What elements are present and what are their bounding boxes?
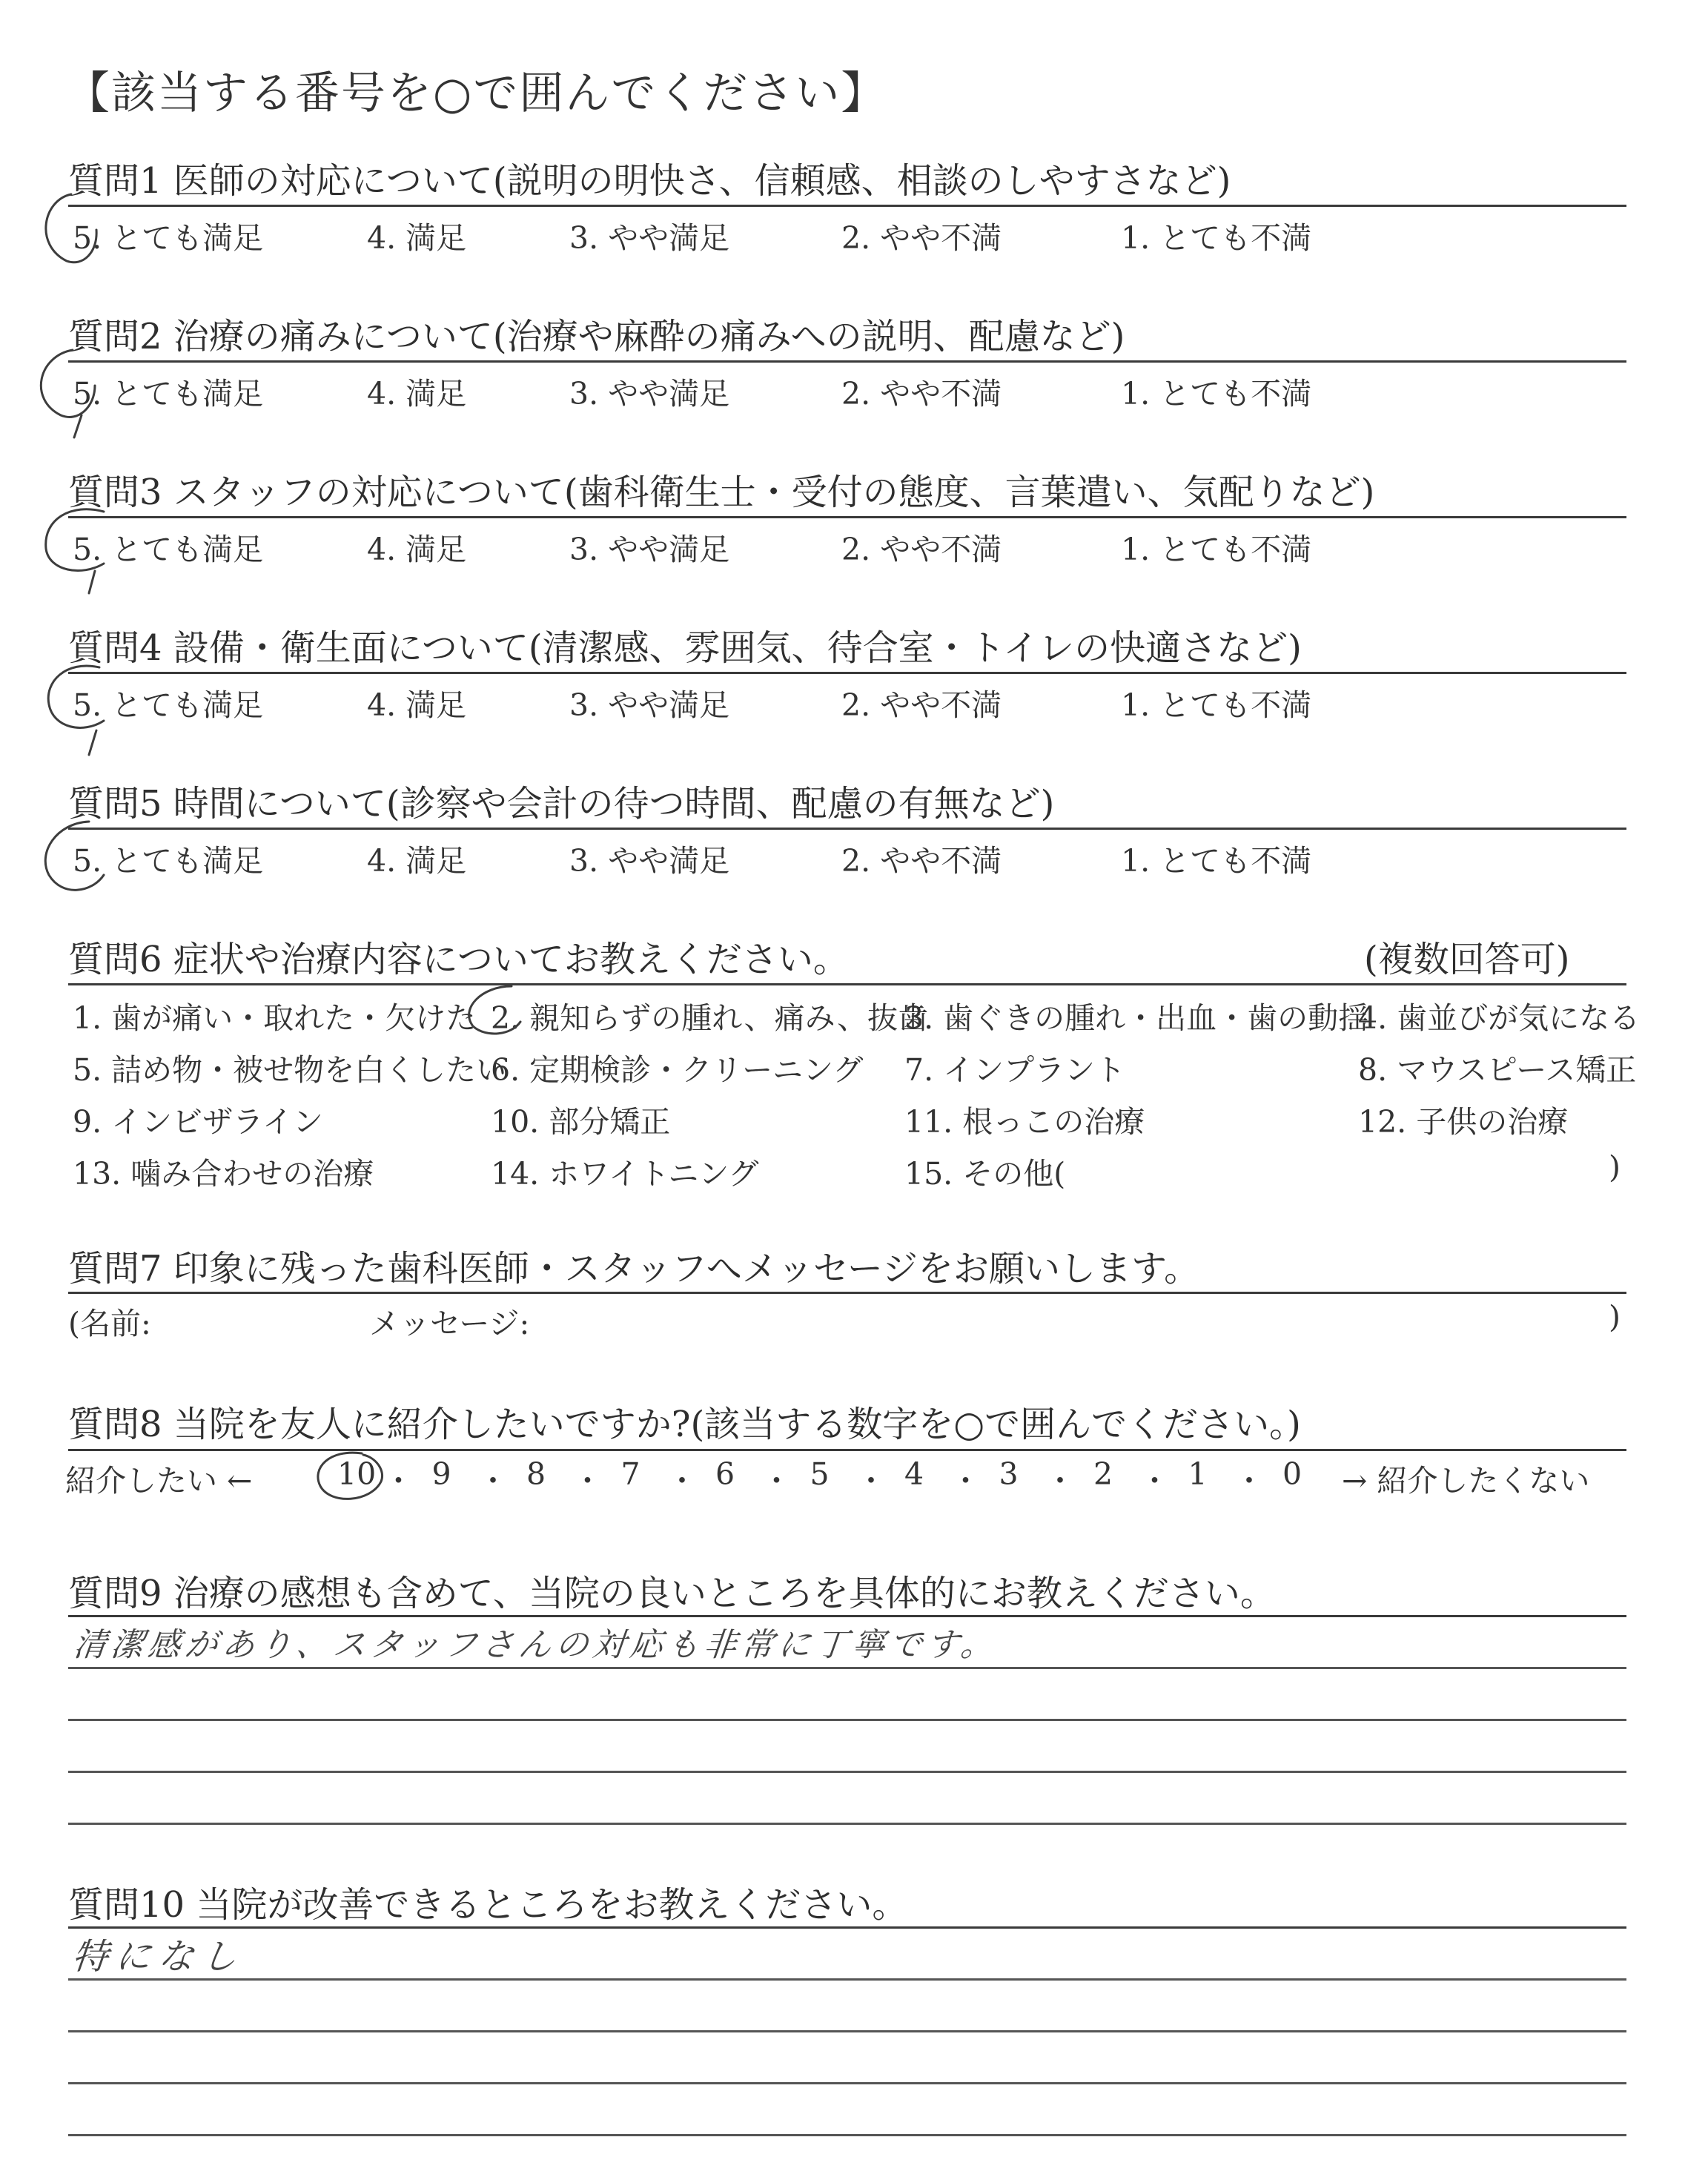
q7-close-paren: ): [1609, 1299, 1621, 1335]
q6-item-8[interactable]: 8. マウスピース矯正: [1358, 1052, 1637, 1088]
q8-left-label: 紹介したい ←: [65, 1463, 253, 1499]
q10-line-2: [68, 1978, 1626, 1981]
q9-line-2: [68, 1667, 1626, 1669]
q6-item-9[interactable]: 9. インビザライン: [73, 1104, 323, 1140]
question-5-title: 質問5 時間について(診察や会計の待つ時間、配慮の有無など): [68, 783, 1055, 825]
q6-other-close-paren: ): [1609, 1149, 1621, 1185]
q8-scale-separator: ・: [761, 1463, 792, 1499]
q6-item-15[interactable]: 15. その他(: [904, 1156, 1066, 1192]
q9-line-3: [68, 1719, 1626, 1721]
q4-option-2[interactable]: 2. やや不満: [841, 687, 1002, 723]
question-4-rule: [68, 672, 1626, 674]
question-10-title: 質問10 当院が改善できるところをお教えください。: [68, 1884, 908, 1926]
q8-scale-separator: ・: [1139, 1463, 1170, 1499]
q8-scale-5[interactable]: 5: [810, 1456, 830, 1492]
q8-scale-separator: ・: [383, 1463, 414, 1499]
q10-line-4: [68, 2082, 1626, 2084]
q1-option-3[interactable]: 3. やや満足: [569, 220, 730, 256]
question-7-rule: [68, 1292, 1626, 1294]
q3-option-1[interactable]: 1. とても不満: [1121, 532, 1312, 567]
q6-item-7[interactable]: 7. インプラント: [904, 1052, 1126, 1088]
question-2-rule: [68, 360, 1626, 363]
q8-scale-3[interactable]: 3: [999, 1456, 1019, 1492]
q2-option-3[interactable]: 3. やや満足: [569, 376, 730, 412]
q6-item-2[interactable]: 2. 親知らずの腫れ、痛み、抜歯: [491, 1000, 929, 1036]
q3-option-2[interactable]: 2. やや不満: [841, 532, 1002, 567]
q2-option-5[interactable]: 5. とても満足: [73, 376, 264, 412]
q1-option-5[interactable]: 5. とても満足: [73, 220, 264, 256]
q2-option-4[interactable]: 4. 満足: [367, 376, 467, 412]
q8-scale-6[interactable]: 6: [715, 1456, 735, 1492]
q9-line-4: [68, 1771, 1626, 1773]
q4-option-1[interactable]: 1. とても不満: [1121, 687, 1312, 723]
question-3-title: 質問3 スタッフの対応について(歯科衛生士・受付の態度、言葉遣い、気配りなど): [68, 472, 1375, 513]
q6-item-3[interactable]: 3. 歯ぐきの腫れ・出血・歯の動揺: [904, 1000, 1369, 1036]
q8-scale-separator: ・: [1045, 1463, 1076, 1499]
q7-message-label: メッセージ:: [369, 1306, 530, 1341]
q9-line-5: [68, 1823, 1626, 1825]
question-1-title: 質問1 医師の対応について(説明の明快さ、信頼感、相談のしやすさなど): [68, 160, 1231, 202]
q4-option-4[interactable]: 4. 満足: [367, 687, 467, 723]
q1-option-2[interactable]: 2. やや不満: [841, 220, 1002, 256]
q10-line-1: [68, 1926, 1626, 1929]
question-6-rule: [68, 983, 1626, 985]
q6-item-4[interactable]: 4. 歯並びが気になる: [1358, 1000, 1641, 1036]
q6-item-13[interactable]: 13. 噛み合わせの治療: [73, 1156, 374, 1192]
instruction-heading: 【該当する番号を○で囲んでください】: [65, 67, 887, 119]
q4-option-3[interactable]: 3. やや満足: [569, 687, 730, 723]
q5-option-4[interactable]: 4. 満足: [367, 843, 467, 879]
q8-scale-0[interactable]: 0: [1282, 1456, 1302, 1492]
question-9-title: 質問9 治療の感想も含めて、当院の良いところを具体的にお教えください。: [68, 1573, 1276, 1614]
question-4-title: 質問4 設備・衛生面について(清潔感、雰囲気、待合室・トイレの快適さなど): [68, 627, 1302, 669]
q6-item-5[interactable]: 5. 詰め物・被せ物を白くしたい: [73, 1052, 507, 1088]
q8-scale-separator: ・: [950, 1463, 981, 1499]
q8-scale-4[interactable]: 4: [904, 1456, 924, 1492]
q6-item-6[interactable]: 6. 定期検診・クリーニング: [491, 1052, 864, 1088]
q5-option-5[interactable]: 5. とても満足: [73, 843, 264, 879]
q8-scale-separator: ・: [855, 1463, 887, 1499]
q9-line-1: [68, 1615, 1626, 1617]
q1-option-1[interactable]: 1. とても不満: [1121, 220, 1312, 256]
q5-option-2[interactable]: 2. やや不満: [841, 843, 1002, 879]
q6-item-11[interactable]: 11. 根っこの治療: [904, 1104, 1145, 1140]
q10-handwritten-answer[interactable]: 特になし: [70, 1936, 247, 1978]
question-3-rule: [68, 516, 1626, 518]
q8-scale-9[interactable]: 9: [431, 1456, 451, 1492]
question-8-rule: [68, 1449, 1626, 1451]
q5-option-1[interactable]: 1. とても不満: [1121, 843, 1312, 879]
q10-line-3: [68, 2030, 1626, 2032]
q3-option-4[interactable]: 4. 満足: [367, 532, 467, 567]
q7-name-label: (名前:: [68, 1306, 151, 1341]
question-7-title: 質問7 印象に残った歯科医師・スタッフへメッセージをお願いします。: [68, 1248, 1200, 1289]
q1-option-4[interactable]: 4. 満足: [367, 220, 467, 256]
question-6-note: (複数回答可): [1364, 939, 1570, 980]
question-6-title: 質問6 症状や治療内容についてお教えください。: [68, 939, 849, 980]
q4-option-5[interactable]: 5. とても満足: [73, 687, 264, 723]
q3-option-3[interactable]: 3. やや満足: [569, 532, 730, 567]
question-5-rule: [68, 828, 1626, 830]
q3-option-5[interactable]: 5. とても満足: [73, 532, 264, 567]
q8-scale-separator: ・: [477, 1463, 509, 1499]
question-8-title: 質問8 当院を友人に紹介したいですか?(該当する数字を○で囲んでください。): [68, 1404, 1301, 1445]
q8-scale-separator: ・: [666, 1463, 698, 1499]
q8-scale-10[interactable]: 10: [337, 1456, 377, 1492]
q6-item-1[interactable]: 1. 歯が痛い・取れた・欠けた: [73, 1000, 477, 1036]
question-1-rule: [68, 205, 1626, 207]
q8-scale-7[interactable]: 7: [620, 1456, 640, 1492]
q8-scale-separator: ・: [1234, 1463, 1265, 1499]
q9-handwritten-answer[interactable]: 清潔感があり、スタッフさんの対応も非常に丁寧です。: [71, 1626, 1000, 1664]
q8-right-label: → 紹介したくない: [1342, 1463, 1590, 1499]
q6-item-10[interactable]: 10. 部分矯正: [491, 1104, 671, 1140]
q5-option-3[interactable]: 3. やや満足: [569, 843, 730, 879]
q10-line-5: [68, 2134, 1626, 2136]
q8-scale-8[interactable]: 8: [526, 1456, 546, 1492]
q8-scale-2[interactable]: 2: [1093, 1456, 1113, 1492]
q2-option-1[interactable]: 1. とても不満: [1121, 376, 1312, 412]
q8-scale-separator: ・: [572, 1463, 603, 1499]
q8-scale-1[interactable]: 1: [1188, 1456, 1208, 1492]
question-2-title: 質問2 治療の痛みについて(治療や麻酔の痛みへの説明、配慮など): [68, 316, 1125, 357]
q6-item-14[interactable]: 14. ホワイトニング: [491, 1156, 759, 1192]
q6-item-12[interactable]: 12. 子供の治療: [1358, 1104, 1569, 1140]
q2-option-2[interactable]: 2. やや不満: [841, 376, 1002, 412]
